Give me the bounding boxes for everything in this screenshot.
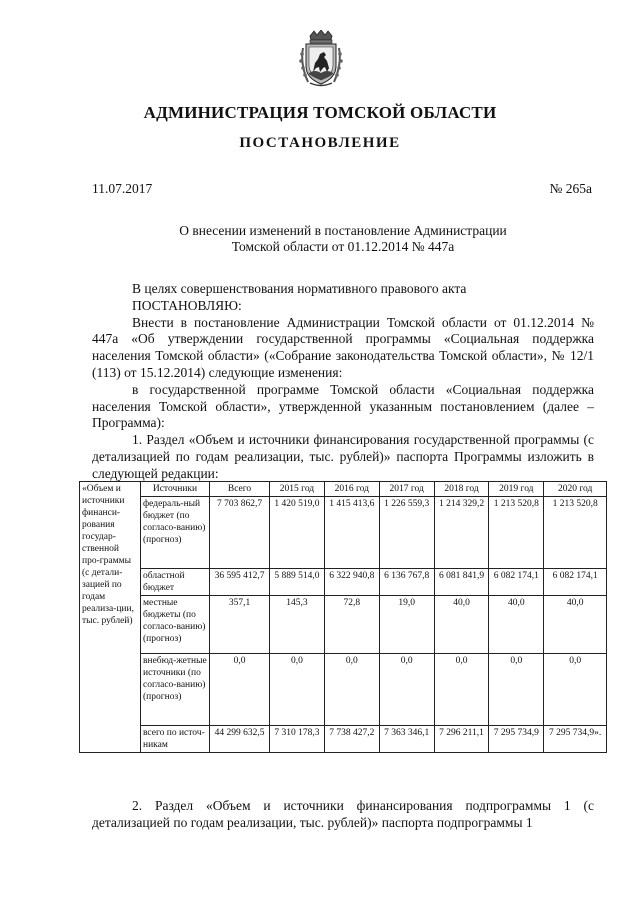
paragraph-purpose: В целях совершенствования нормативного правового акта <box>132 281 467 296</box>
row-value: 145,3 <box>270 596 325 654</box>
row-value: 40,0 <box>544 596 607 654</box>
paragraph-section-2-text: 2. Раздел «Объем и источники финансирования подпрограммы 1 (с детализацией по годам реализации, тыс. рублей)» паспорта подпрограммы 1 <box>92 798 594 830</box>
header-year: 2015 год <box>270 482 325 497</box>
header-total: Всего <box>210 482 270 497</box>
row-total: 0,0 <box>210 654 270 726</box>
row-source: местные бюджеты (по согласо-ванию) (прогноз) <box>141 596 210 654</box>
paragraph-section-2 <box>92 797 594 831</box>
row-value: 1 415 413,6 <box>324 497 379 569</box>
document-number: № 265а <box>549 181 592 196</box>
table-header-row <box>80 482 607 497</box>
table-row <box>80 596 607 654</box>
row-value: 1 226 559,3 <box>379 497 434 569</box>
row-value: 6 082 174,1 <box>544 569 607 596</box>
paragraph-decree: ПОСТАНОВЛЯЮ: <box>132 297 242 313</box>
row-value: 0,0 <box>489 654 544 726</box>
row-value: 7 295 734,9». <box>544 726 607 753</box>
row-source: всего по источ-никам <box>141 726 210 753</box>
row-value: 0,0 <box>544 654 607 726</box>
row-source: федераль-ный бюджет (по согласо-ванию) (прогноз) <box>141 497 210 569</box>
row-source: областной бюджет <box>141 569 210 596</box>
document-date: 11.07.2017 <box>92 181 153 196</box>
header-year: 2020 год <box>544 482 607 497</box>
row-value: 7 295 734,9 <box>489 726 544 753</box>
row-value: 1 213 520,8 <box>544 497 607 569</box>
row-value: 1 420 519,0 <box>270 497 325 569</box>
row-value: 19,0 <box>379 596 434 654</box>
row-value: 40,0 <box>489 596 544 654</box>
row-value: 6 136 767,8 <box>379 569 434 596</box>
table-row <box>80 497 607 569</box>
row-value: 1 213 520,8 <box>489 497 544 569</box>
row-total: 44 299 632,5 <box>210 726 270 753</box>
row-value: 0,0 <box>434 654 489 726</box>
document-type: ПОСТАНОВЛЕНИЕ <box>239 135 401 151</box>
row-value: 0,0 <box>270 654 325 726</box>
header-year: 2019 год <box>489 482 544 497</box>
row-source: внебюд-жетные источники (по согласо-ванию) (прогноз) <box>141 654 210 726</box>
row-value: 7 296 211,1 <box>434 726 489 753</box>
row-total: 36 595 412,7 <box>210 569 270 596</box>
row-total: 357,1 <box>210 596 270 654</box>
row-value: 6 322 940,8 <box>324 569 379 596</box>
table-row <box>80 569 607 596</box>
body-text <box>92 281 594 483</box>
organization-title: АДМИНИСТРАЦИЯ ТОМСКОЙ ОБЛАСТИ <box>143 103 497 122</box>
row-value: 7 363 346,1 <box>379 726 434 753</box>
paragraph-section-1: 1. Раздел «Объем и источники финансирования государственной программы (с детализацией по годам реализации, тыс. рублей)» паспорта Программы изложить в следующей редакции: <box>92 432 594 481</box>
row-value: 6 081 841,9 <box>434 569 489 596</box>
row-value: 1 214 329,2 <box>434 497 489 569</box>
document-subject <box>0 223 640 255</box>
row-total: 7 703 862,7 <box>210 497 270 569</box>
subject-line-2: Томской области от 01.12.2014 № 447а <box>231 239 455 254</box>
row-value: 6 082 174,1 <box>489 569 544 596</box>
coat-of-arms-icon <box>298 30 344 88</box>
table-row <box>80 726 607 753</box>
row-value: 7 738 427,2 <box>324 726 379 753</box>
header-year: 2017 год <box>379 482 434 497</box>
financing-table <box>79 481 607 753</box>
table-row <box>80 654 607 726</box>
row-value: 0,0 <box>324 654 379 726</box>
paragraph-amendment: Внести в постановление Администрации Томской области от 01.12.2014 № 447а «Об утверждении государственной программы «Социальная поддержка населения Томской области» («Собрание законодательства Томской области», № 12/1 (113) от 15.12.2014) следующие изменения: <box>92 314 594 380</box>
header-year: 2016 год <box>324 482 379 497</box>
row-value: 5 889 514,0 <box>270 569 325 596</box>
row-value: 7 310 178,3 <box>270 726 325 753</box>
row-value: 0,0 <box>379 654 434 726</box>
header-year: 2018 год <box>434 482 489 497</box>
header-source: Источники <box>141 482 210 497</box>
subject-line-1: О внесении изменений в постановление Администрации <box>179 223 507 238</box>
table-first-column: «Объем и источники финанси-рования государ-ственной про-граммы (с детали-зацией по годам реализа-ции, тыс. рублей) <box>80 482 141 753</box>
row-value: 40,0 <box>434 596 489 654</box>
paragraph-program: в государственной программе Томской области «Социальная поддержка населения Томской области», утвержденной указанным постановлением (далее – Программа): <box>92 381 594 431</box>
row-value: 72,8 <box>324 596 379 654</box>
